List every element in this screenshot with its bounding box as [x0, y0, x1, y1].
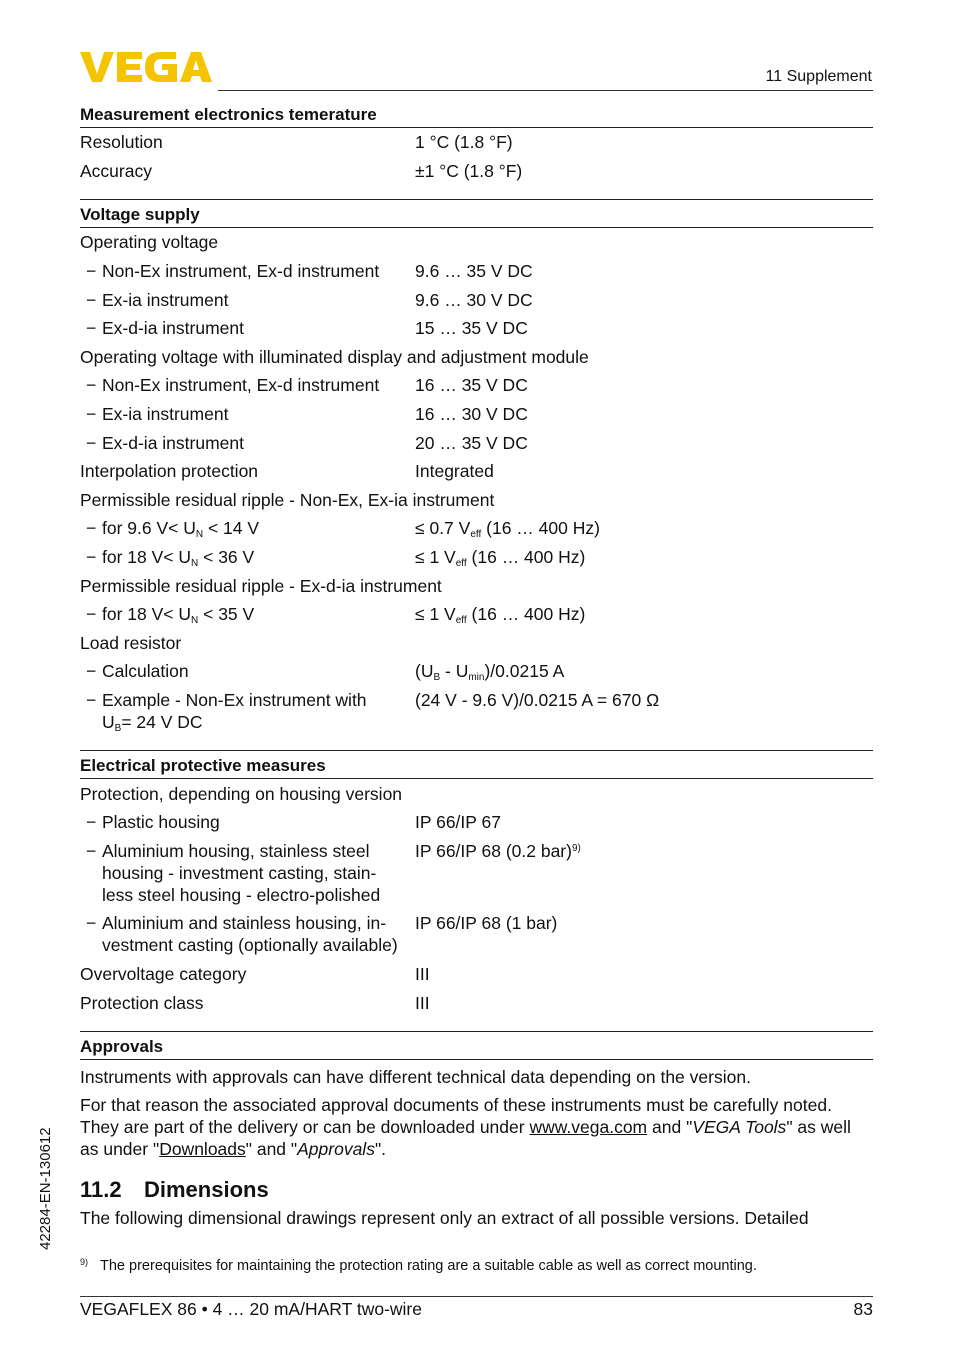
link-vega-com[interactable]: www.vega.com: [529, 1116, 648, 1137]
spec-content: [80, 100, 873, 1160]
spec-label: Ex-d-ia instrument: [102, 432, 244, 453]
spec-label: Plastic housing: [102, 812, 220, 833]
list-dash: −: [86, 840, 97, 861]
spec-value: 9.6 … 30 V DC: [415, 289, 533, 310]
spec-group-label: Operating voltage: [80, 232, 219, 253]
spec-row: [80, 988, 873, 1017]
spec-row: [80, 543, 873, 572]
spec-value: III: [415, 963, 430, 984]
spec-group-label: Permissible residual ripple - Ex-d-ia instrument: [80, 575, 442, 596]
spec-value: 20 … 35 V DC: [415, 432, 528, 453]
approvals-paragraph-1: Instruments with approvals can have different technical data depending on the version.: [80, 1066, 751, 1087]
spec-value: (24 V - 9.6 V)/0.0215 A = 670 Ω: [415, 689, 660, 710]
list-dash: −: [86, 661, 97, 682]
spec-row: [80, 371, 873, 400]
spec-value: 15 … 35 V DC: [415, 318, 528, 339]
list-dash: −: [86, 518, 97, 539]
list-dash: −: [86, 913, 97, 934]
spec-label: Ex-ia instrument: [102, 289, 229, 310]
spec-value: 16 … 30 V DC: [415, 404, 528, 425]
spec-group-label: Permissible residual ripple - Non-Ex, Ex-ia instrument: [80, 489, 495, 510]
spec-label: Accuracy: [80, 160, 152, 181]
spec-label: Overvoltage category: [80, 963, 247, 984]
link-downloads[interactable]: Downloads: [159, 1138, 246, 1159]
section-title-voltage: Voltage supply: [80, 199, 873, 228]
footer-product: VEGAFLEX 86 • 4 … 20 mA/HART two-wire: [80, 1299, 422, 1319]
spec-row: [80, 909, 873, 960]
list-dash: −: [86, 432, 97, 453]
spec-label: Calculation: [102, 661, 189, 682]
spec-value: 1 °C (1.8 °F): [415, 132, 513, 153]
spec-label: Ex-d-ia instrument: [102, 318, 244, 339]
approvals-paragraph-2: For that reason the associated approval documents of these instruments must be carefully noted. They are part of the delivery or can be downloaded under www.vega.com and "VEGA Tools" as well as under "Downloads" and "Approvals".: [80, 1094, 851, 1159]
dimensions-intro: The following dimensional drawings represent only an extract of all possible versions. Detailed: [80, 1208, 809, 1228]
spec-row: [80, 600, 873, 629]
spec-row: [80, 457, 873, 486]
spec-label: Non-Ex instrument, Ex-d instrument: [102, 261, 380, 282]
spec-row: [80, 257, 873, 286]
list-dash: −: [86, 812, 97, 833]
spec-label: Aluminium and stainless housing, in-vestment casting (optionally available): [102, 913, 398, 956]
spec-value: Integrated: [415, 461, 494, 482]
list-dash: −: [86, 318, 97, 339]
spec-value: ≤ 1 $V_{eff}$ (16 … 400 Hz): [415, 547, 586, 570]
spec-row: [80, 686, 873, 737]
spec-value: IP 66/IP 67: [415, 812, 501, 833]
header-section-label: 11 Supplement: [765, 68, 872, 85]
spec-row: [80, 128, 873, 157]
spec-label: Ex-ia instrument: [102, 404, 229, 425]
spec-row: [80, 657, 873, 686]
spec-label: Example - Non-Ex instrument with $U_B= 24$ V DC: [102, 689, 367, 734]
list-dash: −: [86, 261, 97, 282]
spec-value: 9.6 … 35 V DC: [415, 261, 533, 282]
footnote-ref: 9): [571, 842, 581, 854]
section-title-temperature: Measurement electronics temerature: [80, 100, 873, 128]
spec-value: $(U_B - U_{min})/0.0215$ A: [415, 661, 565, 684]
header-rule: [218, 90, 873, 91]
spec-row: [80, 808, 873, 837]
spec-row: [80, 514, 873, 543]
spec-label: Non-Ex instrument, Ex-d instrument: [102, 375, 380, 396]
spec-row: [80, 314, 873, 343]
spec-row: [80, 157, 873, 186]
spec-row: [80, 836, 873, 909]
spec-value: IP 66/IP 68 (1 bar): [415, 913, 558, 934]
spec-label: for 18 $V< U_N < 36$ V: [102, 547, 255, 570]
spec-group-label: Load resistor: [80, 632, 182, 653]
spec-group-label: Protection, depending on housing version: [80, 783, 403, 804]
spec-row: [80, 400, 873, 429]
spec-value: ≤ 1 $V_{eff}$ (16 … 400 Hz): [415, 604, 586, 627]
list-dash: −: [86, 404, 97, 425]
vega-logo: [80, 50, 212, 84]
footer-rule: [80, 1296, 873, 1297]
section-title-electrical: Electrical protective measures: [80, 750, 873, 779]
spec-row: [80, 285, 873, 314]
spec-label: for 18 $V< U_N < 35$ V: [102, 604, 255, 627]
footnote: $^{9)}$ The prerequisites for maintaining the protection rating are a suitable cable as well as correct mounting.: [80, 1257, 757, 1274]
spec-row: [80, 960, 873, 989]
list-dash: −: [86, 604, 97, 625]
spec-group-label: Operating voltage with illuminated display and adjustment module: [80, 346, 589, 367]
spec-value: 16 … 35 V DC: [415, 375, 528, 396]
spec-label: for 9.6 $V< U_N < 14$ V: [102, 518, 260, 541]
document-id-vertical: 42284-EN-130612: [37, 1127, 54, 1250]
spec-value: III: [415, 992, 430, 1013]
section-heading-dimensions: 11.2 Dimensions: [80, 1177, 269, 1202]
spec-label: Resolution: [80, 132, 163, 153]
list-dash: −: [86, 289, 97, 310]
spec-label: Interpolation protection: [80, 461, 259, 482]
spec-row: [80, 428, 873, 457]
spec-value: ≤ 0.7 $V_{eff}$ (16 … 400 Hz): [415, 518, 600, 541]
spec-label: Protection class: [80, 992, 204, 1013]
spec-value: IP 66/IP 68 (0.2 bar)$^{9)}$: [415, 840, 581, 861]
list-dash: −: [86, 689, 97, 710]
section-title-approvals: Approvals: [80, 1031, 873, 1060]
page-number: 83: [853, 1299, 873, 1319]
list-dash: −: [86, 547, 97, 568]
spec-label: Aluminium housing, stainless steel housing - investment casting, stain-less steel housing - electro-polished: [102, 840, 381, 905]
list-dash: −: [86, 375, 97, 396]
spec-value: ±1 °C (1.8 °F): [415, 160, 523, 181]
